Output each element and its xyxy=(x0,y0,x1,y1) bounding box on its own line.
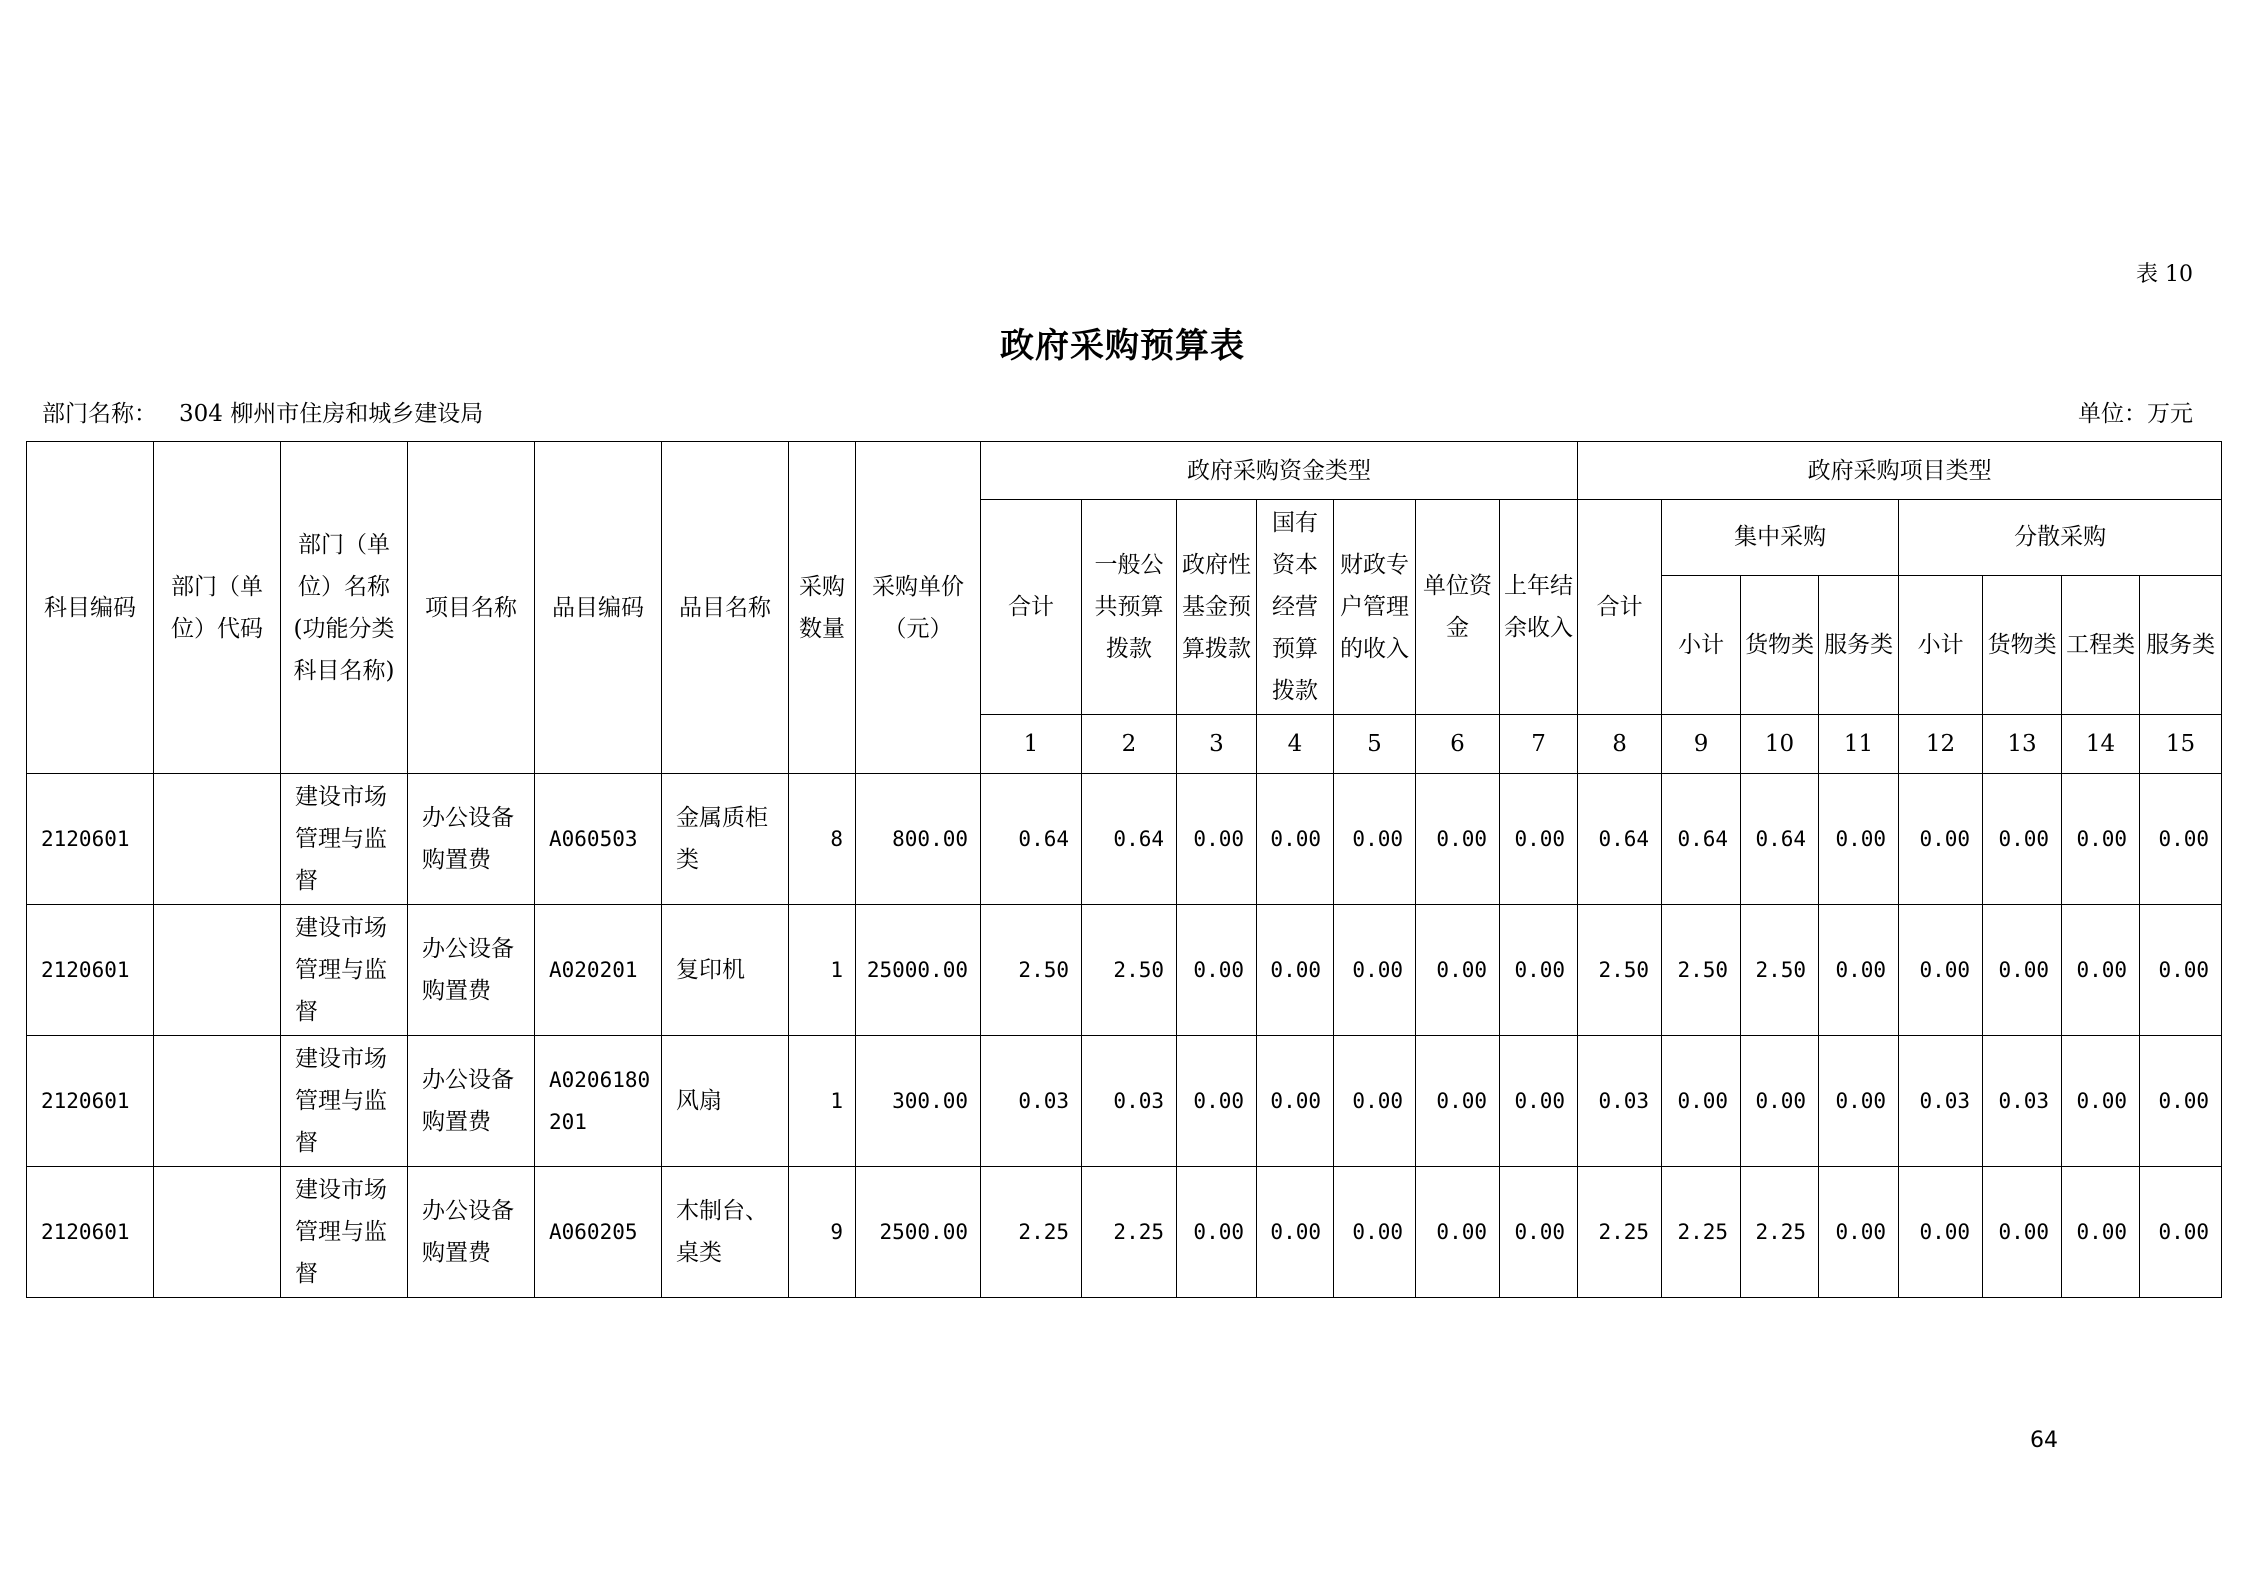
amount-cell: 0.00 xyxy=(2062,774,2140,905)
page-number: 64 xyxy=(2030,1428,2058,1453)
amount-cell: 0.03 xyxy=(1983,1036,2062,1167)
amount-cell: 0.03 xyxy=(981,1036,1082,1167)
department-value: 304 柳州市住房和城乡建设局 xyxy=(179,401,484,427)
department-label: 部门名称： xyxy=(42,401,157,427)
amount-cell: 0.00 xyxy=(1899,774,1983,905)
subject-code-cell: 2120601 xyxy=(27,905,154,1036)
header-unit-funds: 单位资金 xyxy=(1416,500,1500,715)
col-number: 6 xyxy=(1416,715,1500,774)
amount-cell: 0.64 xyxy=(1082,774,1177,905)
amount-cell: 2.25 xyxy=(981,1167,1082,1298)
amount-cell: 0.00 xyxy=(1177,774,1257,905)
amount-cell: 0.00 xyxy=(1500,905,1578,1036)
amount-cell: 0.00 xyxy=(1177,1036,1257,1167)
amount-cell: 0.00 xyxy=(1899,1167,1983,1298)
unit-price-cell: 2500.00 xyxy=(856,1167,981,1298)
col-number: 2 xyxy=(1082,715,1177,774)
col-number: 5 xyxy=(1334,715,1416,774)
header-project-total: 合计 xyxy=(1578,500,1662,715)
amount-cell: 0.00 xyxy=(1819,774,1899,905)
col-number: 3 xyxy=(1177,715,1257,774)
amount-cell: 0.00 xyxy=(2062,1167,2140,1298)
amount-cell: 0.00 xyxy=(1983,1167,2062,1298)
amount-cell: 0.00 xyxy=(2062,905,2140,1036)
header-special-account-income: 财政专户管理的收入 xyxy=(1334,500,1416,715)
dept-name-cell: 建设市场管理与监督 xyxy=(281,1167,408,1298)
header-prior-year-balance: 上年结余收入 xyxy=(1500,500,1578,715)
amount-cell: 0.00 xyxy=(1257,905,1334,1036)
department-line xyxy=(42,395,483,428)
col-number: 4 xyxy=(1257,715,1334,774)
amount-cell: 0.03 xyxy=(1578,1036,1662,1167)
col-number: 14 xyxy=(2062,715,2140,774)
amount-cell: 0.00 xyxy=(1416,905,1500,1036)
amount-cell: 0.03 xyxy=(1899,1036,1983,1167)
amount-cell: 0.00 xyxy=(2062,1036,2140,1167)
amount-cell: 0.00 xyxy=(1334,905,1416,1036)
amount-cell: 0.00 xyxy=(1334,1167,1416,1298)
header-state-capital-budget: 国有资本经营预算拨款 xyxy=(1257,500,1334,715)
header-general-budget: 一般公共预算拨款 xyxy=(1082,500,1177,715)
amount-cell: 0.00 xyxy=(1334,1036,1416,1167)
amount-cell: 0.03 xyxy=(1082,1036,1177,1167)
amount-cell: 0.00 xyxy=(1257,774,1334,905)
col-number: 11 xyxy=(1819,715,1899,774)
col-number: 8 xyxy=(1578,715,1662,774)
amount-cell: 0.00 xyxy=(1177,1167,1257,1298)
amount-cell: 2.25 xyxy=(1741,1167,1819,1298)
quantity-cell: 1 xyxy=(789,1036,856,1167)
amount-cell: 0.00 xyxy=(1257,1167,1334,1298)
amount-cell: 2.25 xyxy=(1662,1167,1741,1298)
subject-code-cell: 2120601 xyxy=(27,1167,154,1298)
amount-cell: 0.00 xyxy=(2140,1036,2222,1167)
header-dispersed-goods: 货物类 xyxy=(1983,575,2062,714)
table-row xyxy=(27,905,2222,1036)
header-central-procurement: 集中采购 xyxy=(1662,500,1899,576)
dept-code-cell xyxy=(154,1036,281,1167)
item-name-cell: 木制台、桌类 xyxy=(662,1167,789,1298)
col-number: 12 xyxy=(1899,715,1983,774)
item-name-cell: 金属质柜类 xyxy=(662,774,789,905)
dept-name-cell: 建设市场管理与监督 xyxy=(281,905,408,1036)
header-dept-code: 部门（单位）代码 xyxy=(154,442,281,774)
project-name-cell: 办公设备购置费 xyxy=(408,905,535,1036)
unit-price-cell: 25000.00 xyxy=(856,905,981,1036)
amount-cell: 0.00 xyxy=(1416,1036,1500,1167)
project-name-cell: 办公设备购置费 xyxy=(408,774,535,905)
amount-cell: 0.64 xyxy=(1578,774,1662,905)
item-code-cell: A060205 xyxy=(535,1167,662,1298)
dept-name-cell: 建设市场管理与监督 xyxy=(281,1036,408,1167)
amount-cell: 2.25 xyxy=(1578,1167,1662,1298)
header-dept-name: 部门（单位）名称(功能分类科目名称) xyxy=(281,442,408,774)
header-unit-price: 采购单价（元） xyxy=(856,442,981,774)
amount-cell: 0.64 xyxy=(1662,774,1741,905)
amount-cell: 0.00 xyxy=(1177,905,1257,1036)
col-number: 15 xyxy=(2140,715,2222,774)
unit-price-cell: 300.00 xyxy=(856,1036,981,1167)
unit-label: 单位：万元 xyxy=(2078,401,2193,427)
amount-cell: 0.00 xyxy=(1416,774,1500,905)
amount-cell: 2.25 xyxy=(1082,1167,1177,1298)
project-name-cell: 办公设备购置费 xyxy=(408,1167,535,1298)
header-dispersed-subtotal: 小计 xyxy=(1899,575,1983,714)
amount-cell: 0.64 xyxy=(981,774,1082,905)
amount-cell: 0.00 xyxy=(2140,774,2222,905)
table-row xyxy=(27,774,2222,905)
col-number: 9 xyxy=(1662,715,1741,774)
header-project-name: 项目名称 xyxy=(408,442,535,774)
dept-code-cell xyxy=(154,774,281,905)
amount-cell: 2.50 xyxy=(981,905,1082,1036)
item-name-cell: 风扇 xyxy=(662,1036,789,1167)
header-gov-fund-budget: 政府性基金预算拨款 xyxy=(1177,500,1257,715)
procurement-budget-table xyxy=(26,441,2222,1298)
quantity-cell: 8 xyxy=(789,774,856,905)
col-number: 13 xyxy=(1983,715,2062,774)
amount-cell: 0.00 xyxy=(2140,1167,2222,1298)
header-item-code: 品目编码 xyxy=(535,442,662,774)
amount-cell: 0.00 xyxy=(1500,1036,1578,1167)
unit-price-cell: 800.00 xyxy=(856,774,981,905)
header-central-services: 服务类 xyxy=(1819,575,1899,714)
amount-cell: 0.00 xyxy=(1819,1167,1899,1298)
amount-cell: 0.00 xyxy=(1741,1036,1819,1167)
amount-cell: 0.00 xyxy=(1899,905,1983,1036)
subject-code-cell: 2120601 xyxy=(27,1036,154,1167)
amount-cell: 0.00 xyxy=(1819,1036,1899,1167)
header-quantity: 采购数量 xyxy=(789,442,856,774)
quantity-cell: 9 xyxy=(789,1167,856,1298)
table-row xyxy=(27,1036,2222,1167)
dept-code-cell xyxy=(154,905,281,1036)
amount-cell: 2.50 xyxy=(1578,905,1662,1036)
amount-cell: 0.00 xyxy=(1500,1167,1578,1298)
amount-cell: 0.00 xyxy=(1983,774,2062,905)
header-subject-code: 科目编码 xyxy=(27,442,154,774)
amount-cell: 0.00 xyxy=(1500,774,1578,905)
header-dispersed-procurement: 分散采购 xyxy=(1899,500,2222,576)
header-fund-total: 合计 xyxy=(981,500,1082,715)
amount-cell: 0.00 xyxy=(1416,1167,1500,1298)
table-row xyxy=(27,1167,2222,1298)
table-number: 表 10 xyxy=(2136,262,2193,287)
amount-cell: 0.00 xyxy=(1257,1036,1334,1167)
header-project-type-group: 政府采购项目类型 xyxy=(1578,442,2222,500)
amount-cell: 0.00 xyxy=(2140,905,2222,1036)
amount-cell: 2.50 xyxy=(1741,905,1819,1036)
item-code-cell: A060503 xyxy=(535,774,662,905)
amount-cell: 0.00 xyxy=(1662,1036,1741,1167)
col-number: 10 xyxy=(1741,715,1819,774)
amount-cell: 0.00 xyxy=(1334,774,1416,905)
subject-code-cell: 2120601 xyxy=(27,774,154,905)
amount-cell: 2.50 xyxy=(1082,905,1177,1036)
project-name-cell: 办公设备购置费 xyxy=(408,1036,535,1167)
quantity-cell: 1 xyxy=(789,905,856,1036)
header-central-goods: 货物类 xyxy=(1741,575,1819,714)
header-fund-type-group: 政府采购资金类型 xyxy=(981,442,1578,500)
header-dispersed-works: 工程类 xyxy=(2062,575,2140,714)
item-name-cell: 复印机 xyxy=(662,905,789,1036)
amount-cell: 0.00 xyxy=(1983,905,2062,1036)
amount-cell: 2.50 xyxy=(1662,905,1741,1036)
amount-cell: 0.00 xyxy=(1819,905,1899,1036)
header-central-subtotal: 小计 xyxy=(1662,575,1741,714)
col-number: 1 xyxy=(981,715,1082,774)
col-number: 7 xyxy=(1500,715,1578,774)
header-dispersed-services: 服务类 xyxy=(2140,575,2222,714)
dept-code-cell xyxy=(154,1167,281,1298)
page-title: 政府采购预算表 xyxy=(1000,326,1245,366)
amount-cell: 0.64 xyxy=(1741,774,1819,905)
item-code-cell: A0206180201 xyxy=(535,1036,662,1167)
item-code-cell: A020201 xyxy=(535,905,662,1036)
header-item-name: 品目名称 xyxy=(662,442,789,774)
dept-name-cell: 建设市场管理与监督 xyxy=(281,774,408,905)
